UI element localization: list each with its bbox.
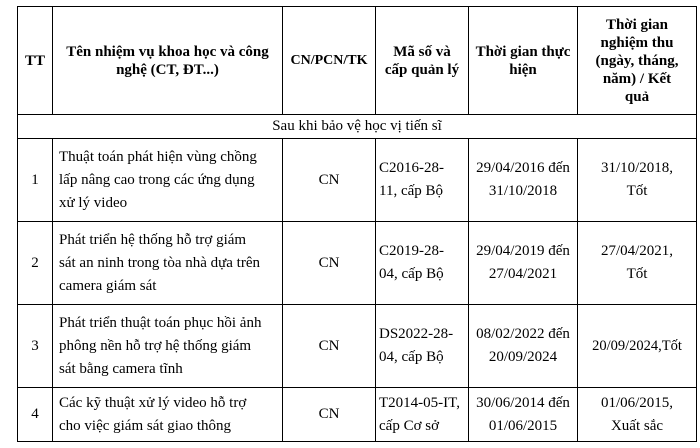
header-task-name: Tên nhiệm vụ khoa học và công nghệ (CT, ĐT...) [66, 43, 269, 78]
row-4-code: T2014-05-IT, cấp Cơ sở [379, 394, 460, 434]
header-tt: TT [24, 52, 45, 69]
row-3-role: CN [318, 337, 340, 354]
row-1-name: Thuật toán phát hiện vùng chồng lấp nâng cao trong các ứng dụng xử lý video [59, 148, 257, 211]
header-acceptance: Thời gian nghiệm thu (ngày, tháng, năm) / Kết quả [595, 16, 679, 105]
row-1-code: C2016-28- 11, cấp Bộ [379, 160, 444, 199]
row-3-period: 08/02/2022 đến 20/09/2024 [476, 326, 570, 365]
section-title: Sau khi bảo vệ học vị tiến sĩ [272, 118, 442, 134]
header-code: Mã số và cấp quản lý [384, 43, 460, 78]
header-period: Thời gian thực hiện [475, 43, 571, 78]
row-3-name: Phát triển thuật toán phục hồi ảnh phông nền hỗ trợ hệ thống giám sát bằng camera tĩnh [59, 314, 262, 377]
header-role: CN/PCN/TK [290, 52, 368, 68]
row-2-code: C2019-28- 04, cấp Bộ [379, 243, 444, 282]
row-1-tt: 1 [31, 171, 39, 188]
rule [17, 441, 697, 442]
row-4-name: Các kỹ thuật xử lý video hỗ trợ cho việc giám sát giao thông [59, 394, 247, 434]
row-2-result: 27/04/2021, Tốt [600, 243, 674, 282]
rule [696, 6, 697, 442]
row-2-name: Phát triển hệ thống hỗ trợ giám sát an ninh trong tòa nhà dựa trên camera giám sát [59, 231, 260, 294]
row-3-code: DS2022-28- 04, cấp Bộ [379, 326, 454, 365]
row-2-role: CN [318, 254, 340, 271]
row-4-role: CN [318, 406, 340, 422]
row-1-role: CN [318, 171, 340, 188]
row-1-period: 29/04/2016 đến 31/10/2018 [476, 160, 570, 199]
row-4-period: 30/06/2014 đến 01/06/2015 [476, 394, 570, 434]
row-3-tt: 3 [31, 337, 39, 354]
row-4-result: 01/06/2015, Xuất sắc [600, 394, 674, 434]
row-1-result: 31/10/2018, Tốt [600, 160, 674, 199]
row-3-result: 20/09/2024,Tốt [592, 337, 682, 354]
row-4-tt: 4 [31, 406, 39, 422]
row-2-period: 29/04/2019 đến 27/04/2021 [476, 243, 570, 282]
row-2-tt: 2 [31, 254, 39, 271]
